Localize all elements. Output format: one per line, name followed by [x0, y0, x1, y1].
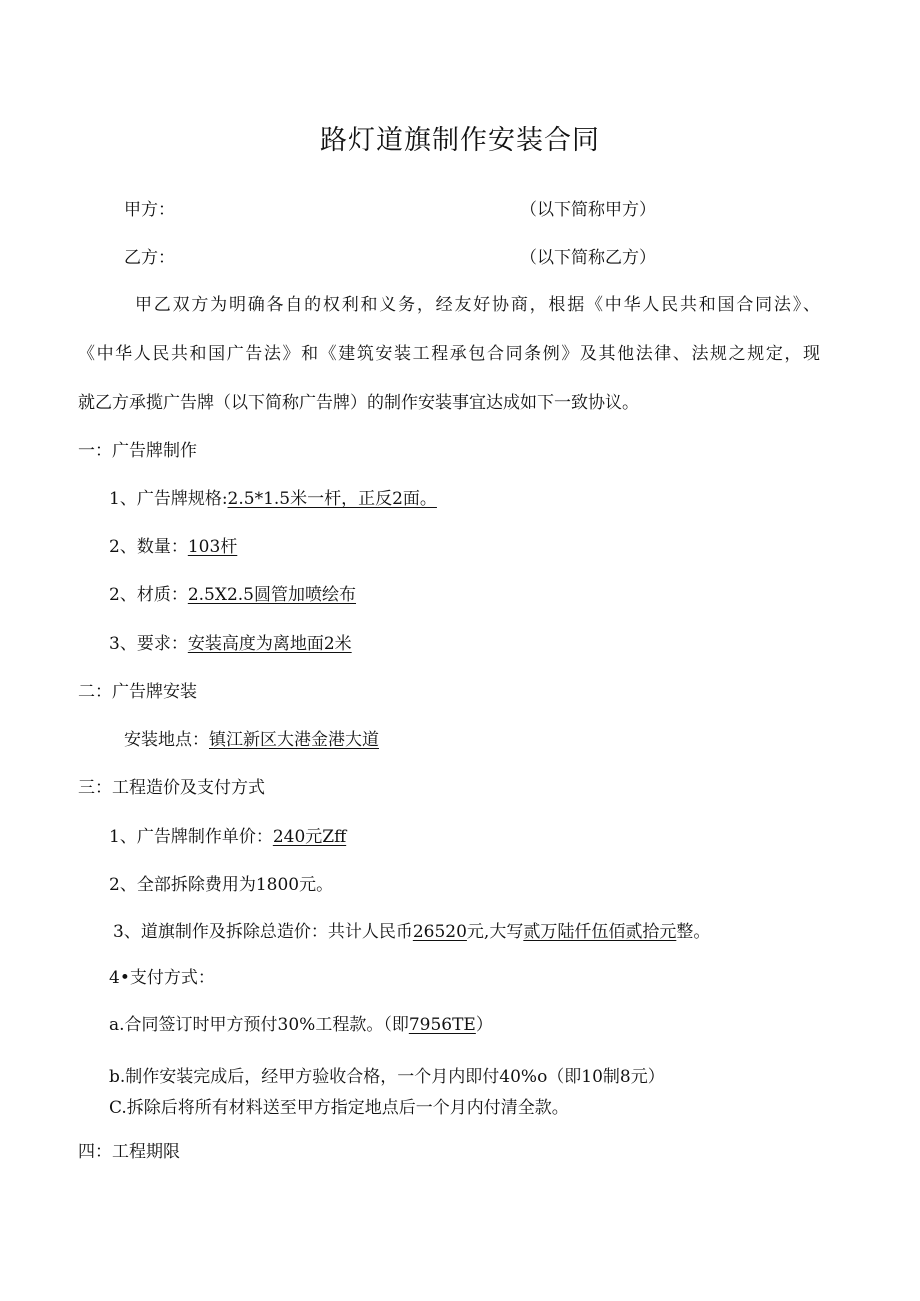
section-3-heading: 三：工程造价及支付方式	[78, 778, 265, 798]
section-1-heading: 一：广告牌制作	[78, 441, 197, 461]
section-2-heading: 二：广告牌安装	[78, 682, 197, 702]
material-value: 2.5X2.5圆管加喷绘布	[187, 585, 357, 605]
requirement-label: 3、要求：	[109, 634, 188, 654]
page-title: 路灯道旗制作安装合同	[320, 125, 600, 156]
payment-a-prefix: a.合同签订时甲方预付30%工程款。（即	[109, 1015, 409, 1035]
section-4-heading: 四：工程期限	[78, 1142, 180, 1162]
total-mid: 元,大写	[466, 922, 524, 942]
quantity-label: 2、数量：	[109, 537, 188, 557]
payment-a-suffix: ）	[475, 1015, 493, 1035]
payment-c: C.拆除后将所有材料送至甲方指定地点后一个月内付清全款。	[109, 1098, 569, 1118]
quantity-item	[109, 536, 237, 558]
location-item	[124, 729, 379, 751]
payment-b: b.制作安装完成后，经甲方验收合格，一个月内即付40%o（即10制8元）	[109, 1067, 665, 1087]
intro-line-1: 甲乙双方为明确各自的权利和义务，经友好协商，根据《中华人民共和国合同法》、	[135, 295, 820, 315]
material-label: 2、材质：	[109, 585, 188, 605]
location-value: 镇江新区大港金港大道	[209, 730, 379, 750]
unit-price-label: 1、广告牌制作单价：	[109, 827, 273, 847]
requirement-value: 安装高度为离地面2米	[187, 634, 352, 654]
payment-a-value: 7956TE	[408, 1015, 476, 1035]
total-words: 贰万陆仟伍佰贰拾元	[523, 922, 677, 942]
unit-price-value: 240元Zff	[272, 827, 347, 847]
total-amount: 26520	[412, 922, 467, 942]
party-a-label: 甲方：	[124, 200, 175, 220]
quantity-value: 103杆	[187, 537, 238, 557]
spec-item	[109, 488, 437, 510]
location-label: 安装地点：	[124, 730, 209, 750]
intro-line-2: 《中华人民共和国广告法》和《建筑安装工程承包合同条例》及其他法律、法规之规定，现	[78, 344, 820, 364]
payment-a	[109, 1014, 493, 1036]
total-prefix: 3、道旗制作及拆除总造价：共计人民币	[113, 922, 413, 942]
material-item	[109, 584, 356, 606]
party-a-note: （以下简称甲方）	[520, 200, 656, 220]
payment-heading: 4•支付方式：	[109, 968, 215, 988]
unit-price-item	[109, 826, 346, 848]
spec-value: 2.5*1.5米一杆，正反2面。	[227, 489, 437, 509]
party-b-label: 乙方：	[124, 248, 175, 268]
spec-label: 1、广告牌规格:	[109, 489, 228, 509]
removal-fee-item: 2、全部拆除费用为1800元。	[109, 875, 334, 895]
total-price-item	[113, 921, 710, 943]
total-suffix: 整。	[676, 922, 711, 942]
party-b-note: （以下简称乙方）	[520, 248, 656, 268]
requirement-item	[109, 633, 352, 655]
intro-line-3: 就乙方承揽广告牌（以下简称广告牌）的制作安装事宜达成如下一致协议。	[78, 393, 639, 413]
